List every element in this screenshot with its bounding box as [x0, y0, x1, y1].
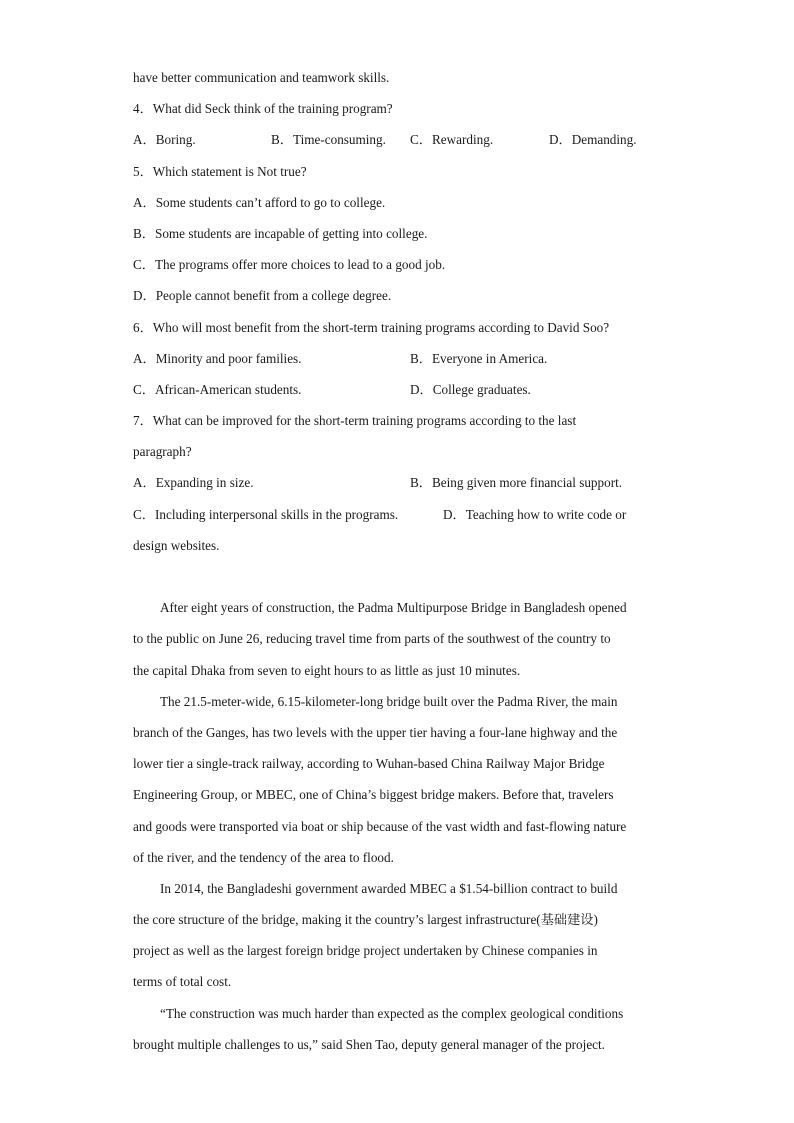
passage-paragraph-4: [133, 998, 663, 1060]
q7-option-b: B．Being given more financial support.: [410, 475, 623, 491]
q7-option-a: A．Expanding in size.: [133, 475, 254, 491]
p1-line-1: After eight years of construction, the Padma Multipurpose Bridge in Bangladesh opened: [160, 600, 627, 616]
question-5-stem: 5．Which statement is Not true?: [133, 163, 307, 179]
p1-line-3: the capital Dhaka from seven to eight hours to as little as just 10 minutes.: [133, 662, 521, 678]
passage-paragraph-3: [133, 873, 663, 998]
q4-option-c: C．Rewarding.: [410, 132, 494, 148]
p1-line-2: to the public on June 26, reducing travel time from parts of the southwest of the country to: [133, 631, 611, 647]
p2-line-5: and goods were transported via boat or ship because of the vast width and fast-flowing nature: [133, 818, 627, 834]
question-4-stem: 4．What did Seck think of the training program?: [133, 101, 393, 117]
p2-line-6: of the river, and the tendency of the area to flood.: [133, 849, 394, 865]
document-page: [133, 62, 663, 1060]
p2-line-4: Engineering Group, or MBEC, one of China’s biggest bridge makers. Before that, travelers: [133, 787, 614, 803]
q5-option-b: B．Some students are incapable of getting into college.: [133, 225, 428, 241]
q4-option-d: D．Demanding.: [549, 132, 637, 148]
section-gap: [133, 561, 663, 592]
question-7-stem-line2: paragraph?: [133, 444, 192, 460]
q4-option-a: A．Boring.: [133, 132, 196, 148]
question-6-options-row1: [133, 343, 663, 374]
q7-option-d: D．Teaching how to write code or: [443, 506, 627, 522]
q6-option-a: A．Minority and poor families.: [133, 350, 302, 366]
p4-line-2: brought multiple challenges to us,” said Shen Tao, deputy general manager of the project.: [133, 1036, 605, 1052]
carryover-text: have better communication and teamwork skills.: [133, 70, 390, 85]
q5-option-a: A．Some students can’t afford to go to college.: [133, 194, 386, 210]
question-6-stem: 6．Who will most benefit from the short-term training programs according to David Soo?: [133, 319, 610, 335]
p4-line-1: “The construction was much harder than expected as the complex geological conditions: [160, 1005, 624, 1021]
p2-line-1: The 21.5-meter-wide, 6.15-kilometer-long bridge built over the Padma River, the main: [160, 693, 618, 709]
question-4-options: [133, 124, 663, 155]
p3-line-3: project as well as the largest foreign bridge project undertaken by Chinese companies in: [133, 943, 598, 959]
passage-paragraph-1: [133, 592, 663, 686]
q7-option-d-continued: design websites.: [133, 537, 220, 553]
q4-option-b: B．Time-consuming.: [271, 132, 386, 148]
q6-option-b: B．Everyone in America.: [410, 350, 548, 366]
passage-paragraph-2: [133, 686, 663, 873]
question-7-stem-line1: 7．What can be improved for the short-term training programs according to the last: [133, 413, 577, 429]
question-7-options-row1: [133, 467, 663, 498]
q5-option-c: C．The programs offer more choices to lead to a good job.: [133, 257, 446, 273]
p2-line-2: branch of the Ganges, has two levels with the upper tier having a four-lane highway and the: [133, 724, 618, 740]
p3-line-1: In 2014, the Bangladeshi government awarded MBEC a $1.54-billion contract to build: [160, 880, 618, 896]
p2-line-3: lower tier a single-track railway, according to Wuhan-based China Railway Major Bridge: [133, 756, 605, 772]
p3-line-2: the core structure of the bridge, making it the country’s largest infrastructure(基础建设): [133, 912, 598, 928]
q5-option-d: D．People cannot benefit from a college degree.: [133, 288, 392, 304]
q7-option-c: C．Including interpersonal skills in the programs.: [133, 506, 399, 522]
p3-line-4: terms of total cost.: [133, 974, 232, 990]
q6-option-c: C．African-American students.: [133, 381, 302, 397]
q6-option-d: D．College graduates.: [410, 381, 531, 397]
question-7-options-row2: [133, 499, 663, 530]
question-6-options-row2: [133, 374, 663, 405]
